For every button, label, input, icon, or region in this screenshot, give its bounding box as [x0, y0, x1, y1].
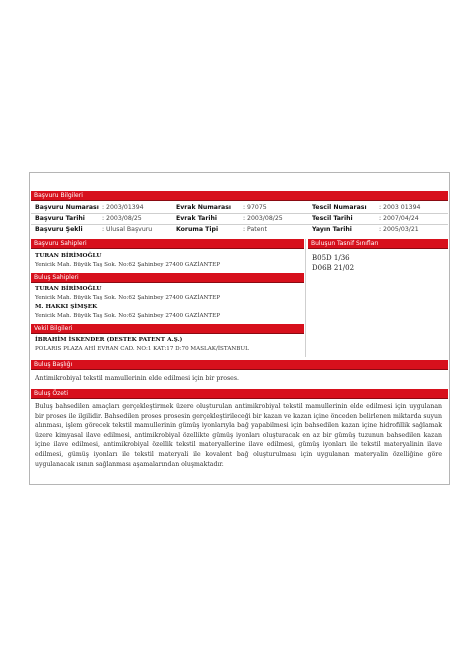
field-value: : 2005/03/21: [379, 226, 419, 233]
field-row: [30, 225, 449, 235]
attorney-address: POLARIS PLAZA AHİ EVRAN CAD. NO:1 KAT:17 D:70 MASLAK/İSTANBUL: [35, 346, 249, 352]
field-label: Evrak Tarihi: [176, 215, 218, 222]
inventor-address: Yenicik Mah. Büyük Taş Sok. No:62 Şahinbey 27400 GAZİANTEP: [35, 295, 221, 301]
field-label: Başvuru Tarihi: [35, 215, 85, 222]
field-label: Koruma Tipi: [176, 226, 219, 233]
class-code: B05D 1/36: [312, 254, 350, 262]
field-value: : 2003 01394: [379, 204, 421, 211]
section-header-attorney: Vekil Bilgileri: [31, 324, 304, 334]
attorney-name: İBRAHİM İSKENDER (DESTEK PATENT A.Ş.): [35, 337, 183, 343]
field-value: : 2003/01394: [102, 204, 144, 211]
field-row: [30, 214, 449, 224]
inventor-name: TURAN BİRİMOĞLU: [35, 286, 102, 292]
class-code: D06B 21/02: [312, 264, 355, 272]
field-value: : 2003/08/25: [102, 215, 142, 222]
field-row: [30, 203, 449, 213]
field-label: Tescil Numarası: [312, 204, 367, 211]
inventor-name: M. HAKKI ŞİMŞEK: [35, 304, 98, 310]
section-header-classes: Buluşun Tasnif Sınıfları: [308, 239, 448, 249]
applicant-name: TURAN BİRİMOĞLU: [35, 253, 102, 259]
field-label: Başvuru Numarası: [35, 204, 99, 211]
section-header-inventors: Buluş Sahipleri: [31, 273, 304, 283]
patent-record-sheet: [29, 172, 450, 485]
field-value: : 2003/08/25: [243, 215, 283, 222]
section-header-title: Buluş Başlığı: [31, 360, 448, 370]
field-value: : 2007/04/24: [379, 215, 419, 222]
section-header-applicants: Başvuru Sahipleri: [31, 239, 304, 249]
field-label: Yayın Tarihi: [312, 226, 352, 233]
inventor-address: Yenicik Mah. Büyük Taş Sok. No:62 Şahinbey 27400 GAZİANTEP: [35, 313, 221, 319]
section-header-application-info: Başvuru Bilgileri: [31, 191, 448, 201]
invention-title: Antimikrobiyal tekstil mamullerinin elde edilmesi için bir proses.: [35, 375, 239, 382]
applicant-address: Yenicik Mah. Büyük Taş Sok. No:62 Şahinbey 27400 GAZİANTEP: [35, 262, 221, 268]
field-label: Evrak Numarası: [176, 204, 231, 211]
section-header-abstract: Buluş Özeti: [31, 389, 448, 399]
field-label: Tescil Tarihi: [312, 215, 353, 222]
abstract-text: Buluş bahsedilen amaçları gerçekleştirmek üzere oluşturulan antimikrobiyal tekstil mamullerinin elde edilmesi için uygulanan bir proses ile ilgilidir. Bahsedilen proses prosesin gerçekleştirileceği bir kazan ve kazan içine önceden belirlenen miktarda suyun alınması, işlem görecek tekstil mamullerinin gümüş iyonlarıyla bağ yapabilmesi için bahsedilen kazan içine hidrofillik sağlamak üzere kimyasal ilave edilmesi, antimikrobiyal özellikte gümüş iyonları oluşturacak en az bir gümüş tuzunun bahsedilen kazan içine ilave edilmesi, antimikrobiyal özellik tekstil materyallerine ilave edilmesi, gümüş iyonları ile tekstil materyalinin ilave edilmesi, gümüş iyonları ile tekstil materyali ile kovalent bağ oluşturulması için uygulanan materyalin özelliğine göre uygulanacak ısının sağlanması aşamalarından oluşmaktadır.: [35, 403, 442, 468]
field-value: : Ulusal Başvuru: [102, 226, 153, 233]
field-label: Başvuru Şekli: [35, 226, 83, 233]
field-value: : Patent: [243, 226, 267, 233]
field-value: : 97075: [243, 204, 267, 211]
column-divider: [305, 239, 306, 357]
